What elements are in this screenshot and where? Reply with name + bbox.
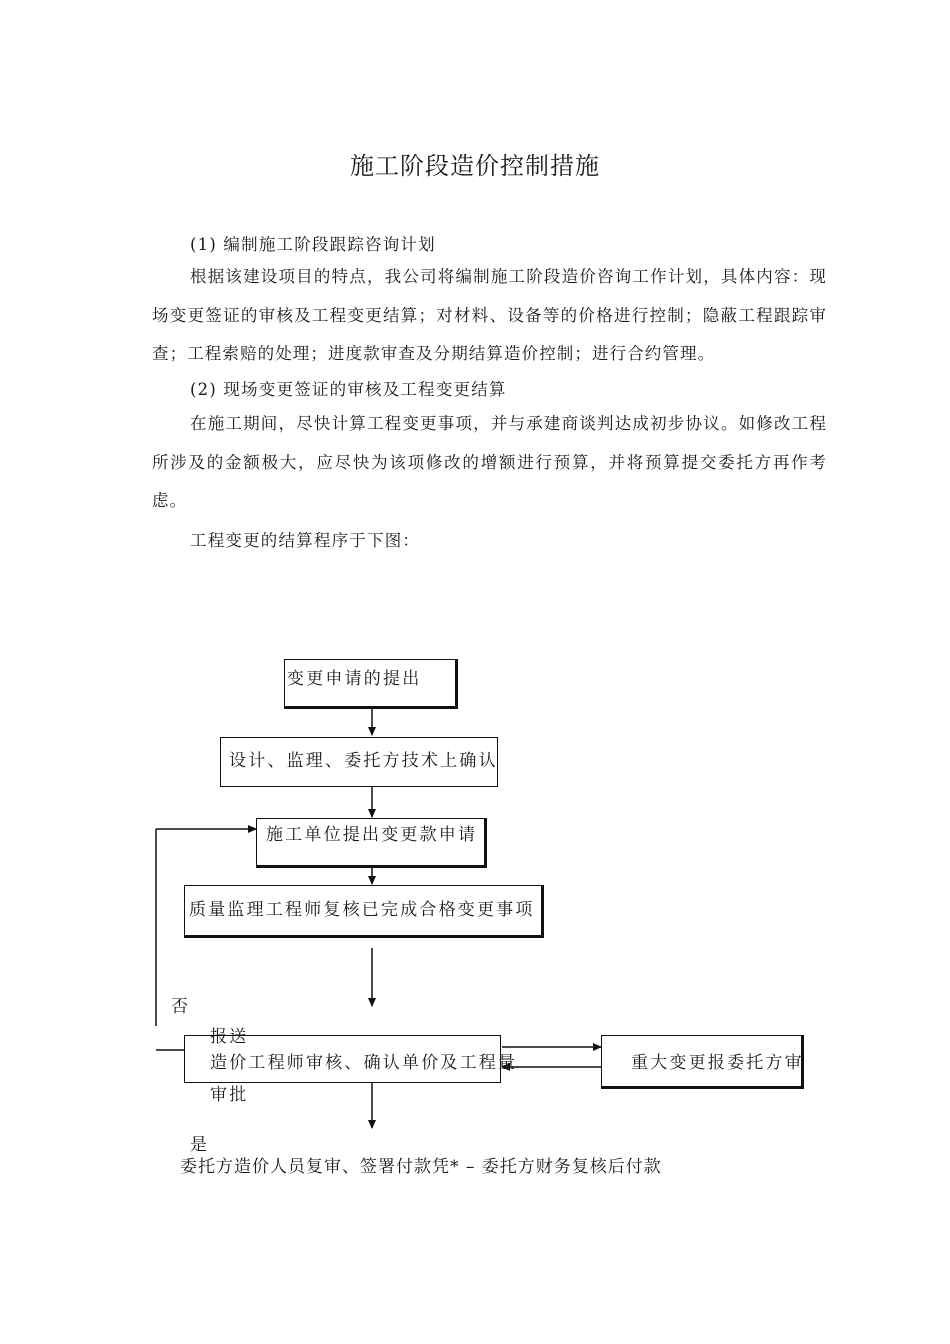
flow-label-step2: 设计、监理、委托方技术上确认	[229, 751, 498, 771]
flow-label-step5-top: 报送	[210, 1027, 249, 1047]
section-heading-1: (1) 编制施工阶段跟踪咨询计划	[190, 235, 436, 254]
paragraph-2: 在施工期间，尽快计算工程变更事项，并与承建商谈判达成初步协议。如修改工程所涉及的金额极大，应尽快为该项修改的增额进行预算，并将预算提交委托方再作考虑。	[152, 414, 827, 510]
flow-final-step: 委托方造价人员复审、签署付款凭* – 委托方财务复核后付款	[180, 1157, 662, 1177]
flow-label-step5: 造价工程师审核、确认单价及工程量	[210, 1053, 518, 1073]
flow-label-side: 重大变更报委托方审	[631, 1053, 804, 1073]
page-title: 施工阶段造价控制措施	[350, 152, 600, 180]
paragraph-3: 工程变更的结算程序于下图：	[190, 531, 421, 550]
flow-label-step1: 变更申请的提出	[287, 669, 422, 689]
flow-label-step4: 质量监理工程师复核已完成合格变更事项	[189, 900, 535, 920]
flow-label-step3: 施工单位提出变更款申请	[266, 825, 478, 845]
flow-label-step5-bottom: 审批	[210, 1085, 249, 1105]
flow-label-no: 否	[171, 997, 191, 1017]
flow-label-yes: 是	[190, 1135, 210, 1155]
section-heading-2: (2) 现场变更签证的审核及工程变更结算	[190, 380, 507, 399]
paragraph-1: 根据该建设项目的特点，我公司将编制施工阶段造价咨询工作计划，具体内容：现场变更签证的审核及工程变更结算；对材料、设备等的价格进行控制；隐蔽工程跟踪审查；工程索赔的处理；进度款审查及分期结算造价控制；进行合约管理。	[152, 267, 827, 363]
